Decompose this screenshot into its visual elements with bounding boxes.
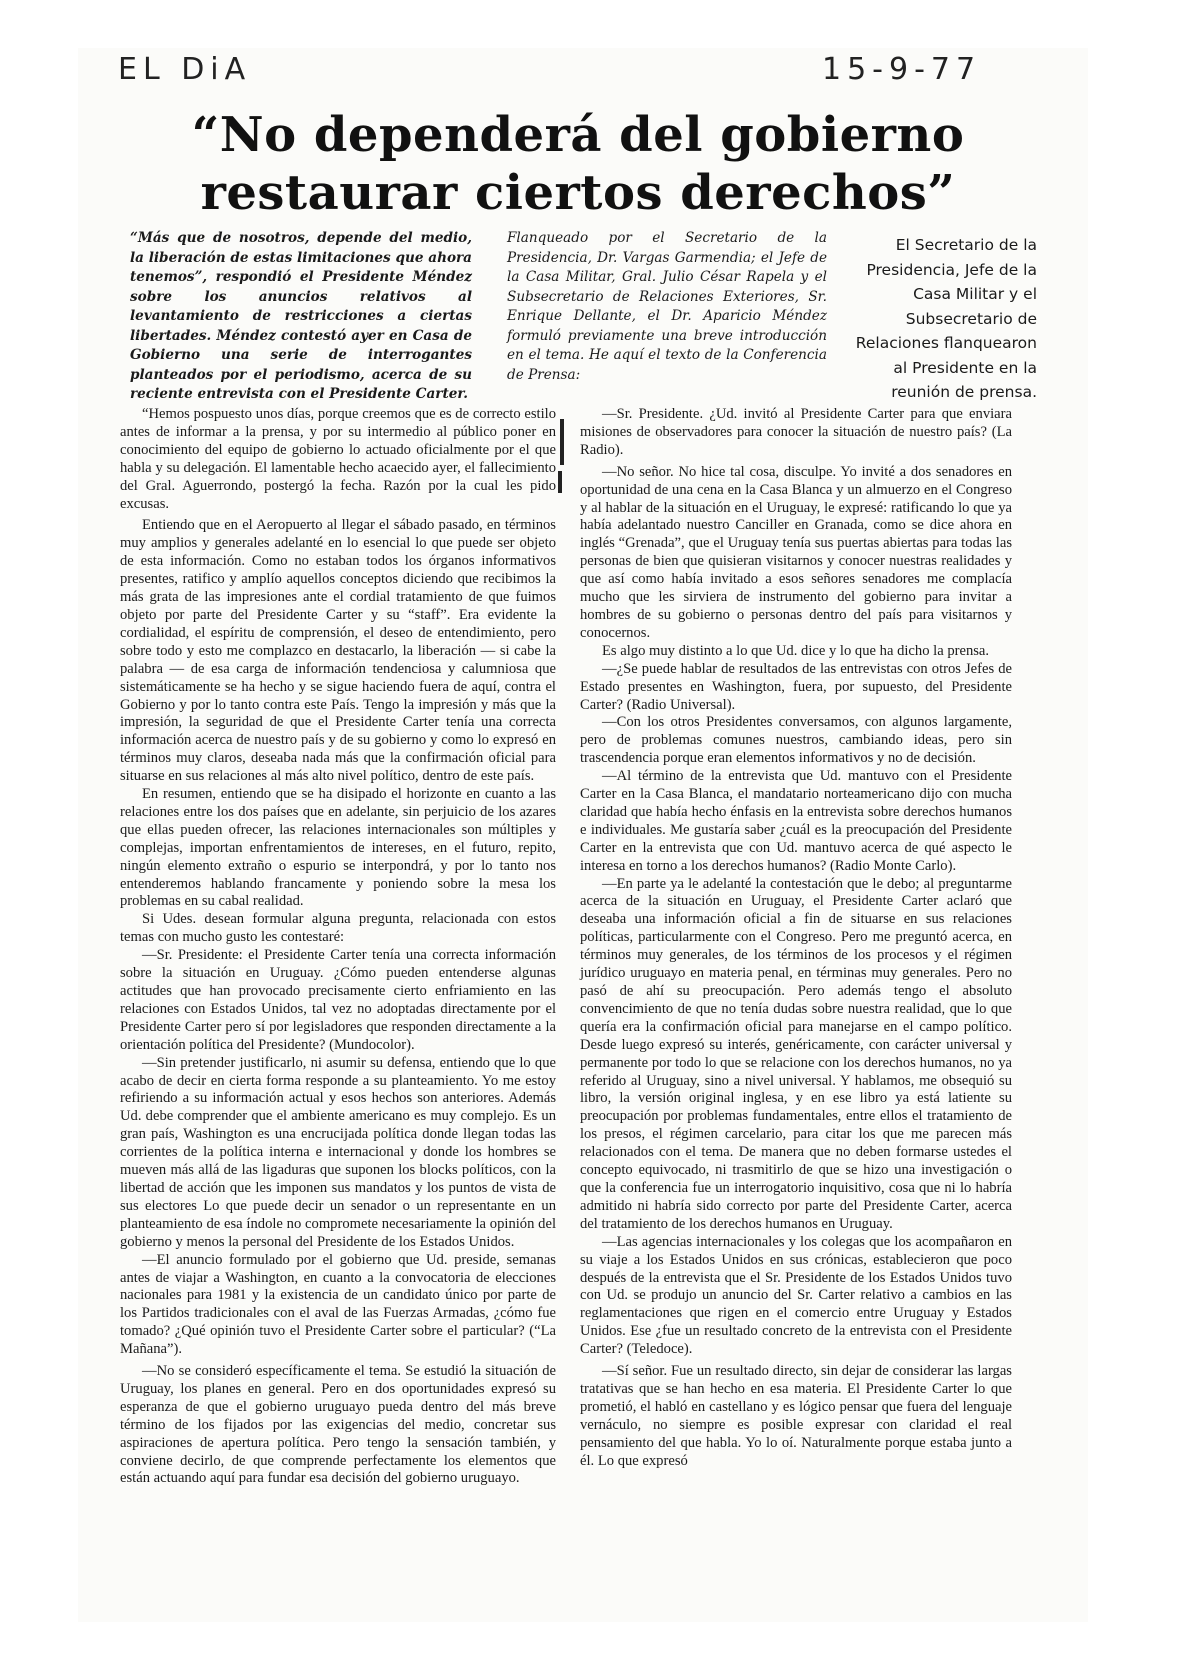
article-column-left	[120, 406, 556, 1488]
article-paragraph: Entiendo que en el Aeropuerto al llegar el sábado pasado, en términos muy amplios y generales adelanté en lo esencial lo que puede ser objeto de esta información. Como no estaban todos los órganos informativos presentes, ratifico y amplío aquellos conceptos diciendo que recibimos la más grata de las impresiones ante el cordial tratamiento de que fuimos objeto por parte del Presidente Carter y su “staff”. Era evidente la cordialidad, el espíritu de comprensión, el deseo de entendimiento, pero sobre todo y esto me complazco en destacarlo, la liberación — si cabe la palabra — de esa carga de información tendenciosa y calumniosa que sistemáticamente se ha hecho y se sigue haciendo fuera de aquí, contra el Gobierno y por lo tanto contra este País. Tengo la impresión y más que la impresión, la seguridad de que el Presidente Carter tenía una correcta información acerca de nuestro país y de su gobierno y como lo expresó en términos muy claros, deseaba nada más que la confirmación oficial para situarse en sus relaciones al más alto nivel político, dentro de este país.	[120, 517, 556, 785]
margin-bracket	[560, 419, 564, 465]
article-paragraph: —En parte ya le adelanté la contestación que le debo; al preguntarme acerca de la situación en Uruguay, el Presidente Carter aclaró que deseaba una información oficial a fin de situarse en sus relaciones políticas, particularmente con el Congreso. Pero me preguntó acerca, en términos muy generales, de los términos de los procesos y el régimen jurídico uruguayo en materia penal, en términas muy generales. Pero no pasó de ahí su preocupación. Pero además tengo el absoluto convencimiento de que no tenía dudas sobre nuestra realidad, que lo que quería era la confirmación oficial para manejarse en el campo político. Desde luego expresó su interés, genéricamente, con carácter universal y permanente por todo lo que se relacione con los derechos humanos, no ya referido al Uruguay, sino a nivel universal. Y hablamos, me obsequió su libro, la versión original inglesa, y en ese libro ya está latiente su preocupación por problemas fundamentales, entre ellos el tratamiento de los presos, el régimen carcelario, para citar los que me parecen más relacionados con el tema. De manera que no deben formarse ustedes el concepto equivocado, ni trasmitirlo de que se hizo una investigación o que la conferencia fue un interrogatorio inquisitivo, cosa que ni lo habría admitido ni habría sido correcto por parte del Presidente Carter, acerca del tratamiento de los derechos humanos en Uruguay.	[580, 875, 1012, 1232]
lead-summary: “Más que de nosotros, depende del medio, la liberación de estas limitaciones que ahora tenemos”, respondió el Presidente Méndez sobre los anuncios relativos al levantamiento de restricciones a ciertas libertades. Méndez contestó ayer en Casa de Gobierno una serie de interrogantes planteados por el periodismo, acerca de su reciente entrevista con el Presidente Carter.	[130, 230, 472, 402]
handwritten-source: EL DiA	[118, 52, 252, 87]
article-paragraph: —Al término de la entrevista que Ud. mantuvo con el Presidente Carter en la Casa Blanca, el mandatario norteamericano dijo con mucha claridad que había hecho énfasis en la entrevista sobre derechos humanos e individuales. Me gustaría saber ¿cuál es la preocupación del Presidente Carter en la entrevista que con Ud. mantuvo acerca de qué aspecto le interesa en torno a los derechos humanos? (Radio Monte Carlo).	[580, 768, 1012, 874]
photo-caption: El Secretario de la Presidencia, Jefe de la Casa Militar y el Subsecretario de Relaciones flanquearon al Presidente en la reunión de prensa.	[855, 236, 1037, 401]
article-paragraph: Si Udes. desean formular alguna pregunta, relacionada con estos temas con mucho gusto les contestaré:	[120, 911, 556, 946]
article-paragraph: —Sr. Presidente. ¿Ud. invitó al Presidente Carter para que enviara misiones de observadores para conocer la situación de nuestro país? (La Radio).	[580, 406, 1012, 458]
article-paragraph: —Sin pretender justificarlo, ni asumir su defensa, entiendo que lo que acabo de decir en cierta forma responde a su planteamiento. Yo me estoy refiriendo a su información actual y esos hechos son anteriores. Además Ud. debe comprender que el ambiente americano es muy complejo. Es un gran país, Washington es una encrucijada política donde llegan todas las corrientes de la política interna e internacional y donde los hombres se mueven más allá de las ligaduras que suponen los blocks políticos, con la libertad de acción que les imponen sus mandatos y los puntos de vista de sus electores Lo que puede decir un senador o un representante en un planteamiento de esa índole no compromete necesariamente la opinión del gobierno y menos la personal del Presidente de los Estados Unidos.	[120, 1054, 556, 1250]
article-paragraph: En resumen, entiendo que se ha disipado el horizonte en cuanto a las relaciones entre los dos países que en adelante, sin perjuicio de los azares que ellas pueden ofrecer, las relaciones internacionales son múltiples y complejas, importan enfrentamientos de intereses, en el futuro, repito, ningún elemento extraño o espurio se interpondrá, y por lo tanto nos entenderemos hablando francamente y poniendo sobre la mesa los problemas en su cabal realidad.	[120, 786, 556, 910]
handwritten-date: 15-9-77	[822, 52, 982, 87]
article-paragraph: “Hemos pospuesto unos días, porque creemos que es de correcto estilo antes de informar a la prensa, y por su intermedio al público poner en conocimiento del equipo de gobierno lo actuado oficialmente por el que habla y su delegación. El lamentable hecho acaecido ayer, el fallecimiento del Gral. Aguerrondo, postergó la fecha. Razón por la cual les pido excusas.	[120, 406, 556, 512]
article-paragraph: —Sr. Presidente: el Presidente Carter tenía una correcta información sobre la situación en Uruguay. ¿Cómo pueden entenderse algunas actitudes que han provocado precisamente cierto enfriamiento en las relaciones con Estados Unidos, tal vez no adoptadas directamente por el Presidente Carter pero sí por legisladores que responden directamente a la orientación política del Presidente? (Mundocolor).	[120, 947, 556, 1053]
article-paragraph: —No se consideró específicamente el tema. Se estudió la situación de Uruguay, los planes en general. Pero en dos oportunidades expresó su esperanza de que el gobierno uruguayo pueda dentro del más breve término de los fijados por las exigencias del medio, concretar sus aspiraciones de apertura política. Pero tengo la sensación también, y conviene decirlo, de que comprende perfectamente los elementos que están actuando aquí para fundar esa decisión del gobierno uruguayo.	[120, 1363, 556, 1487]
headline: “No dependerá del gobierno restaurar ciertos derechos”	[191, 107, 965, 221]
article-column-right	[580, 406, 1012, 1470]
margin-bracket	[558, 471, 562, 493]
article-paragraph: —¿Se puede hablar de resultados de las entrevistas con otros Jefes de Estado presentes en Washington, fuera, por supuesto, del Presidente Carter? (Radio Universal).	[580, 660, 1012, 713]
article-paragraph: Es algo muy distinto a lo que Ud. dice y lo que ha dicho la prensa.	[602, 642, 990, 659]
article-paragraph: —Con los otros Presidentes conversamos, con algunos largamente, pero de problemas comunes nuestros, cambiando ideas, pero sin trascendencia porque eran elementos informativos y no de decisión.	[580, 714, 1012, 767]
lead-introduction: Flanqueado por el Secretario de la Presidencia, Dr. Vargas Garmendia; el Jefe de la Casa Militar, Gral. Julio César Rapela y el Subsecretario de Relaciones Exteriores, Sr. Enrique Dellante, el Dr. Aparicio Méndez formuló previamente una breve introducción en el tema. He aquí el texto de la Conferencia de Prensa:	[507, 230, 827, 383]
article-paragraph: —El anuncio formulado por el gobierno que Ud. preside, semanas antes de viajar a Washington, en cuanto a la convocatoria de elecciones nacionales para 1981 y la existencia de un candidato único por parte de los Partidos tradicionales con el aval de las Fuerzas Armadas, ¿cómo fue tomado? ¿Qué opinión tuvo el Presidente Carter sobre el particular? (“La Mañana”).	[120, 1251, 556, 1358]
article-paragraph: —Sí señor. Fue un resultado directo, sin dejar de considerar las largas tratativas que se han hecho en esa materia. El Presidente Carter lo que prometió, el habló en castellano y es lógico pensar que fuera del lenguaje vernáculo, no siempre es posible expresar con claridad el real pensamiento del que habla. Yo lo oí. Naturalmente porque estaba junto a él. Lo que expresó	[580, 1363, 1012, 1469]
article-paragraph: —No señor. No hice tal cosa, disculpe. Yo invité a dos senadores en oportunidad de una cena en la Casa Blanca y un almuerzo en el Congreso y al hablar de la situación en el Uruguay, le expresé: ratificando lo que ya había adelantado nuestro Canciller en Granada, como se dice ahora en inglés “Grenada”, que el Uruguay tenía sus puertas abiertas para todas las personas de bien que quisieran visitarnos y conocer nuestras realidades y que así como había invitado a esos señores senadores me complacía mucho que les sirviera de instrumento del gobierno para invitar a hombres de su gobierno o personas dentro del país para visitarnos y conocernos.	[580, 463, 1012, 641]
article-paragraph: —Las agencias internacionales y los colegas que los acompañaron en su viaje a los Estados Unidos en sus crónicas, establecieron que poco después de la entrevista que el Sr. Presidente de los Estados Unidos tuvo con Ud. se produjo un anuncio del Sr. Carter relativo a cambios en las reglamentaciones que rigen en el comercio entre Uruguay y Estados Unidos. Ese ¿fue un resultado concreto de la entrevista con el Presidente Carter? (Teledoce).	[580, 1233, 1012, 1358]
